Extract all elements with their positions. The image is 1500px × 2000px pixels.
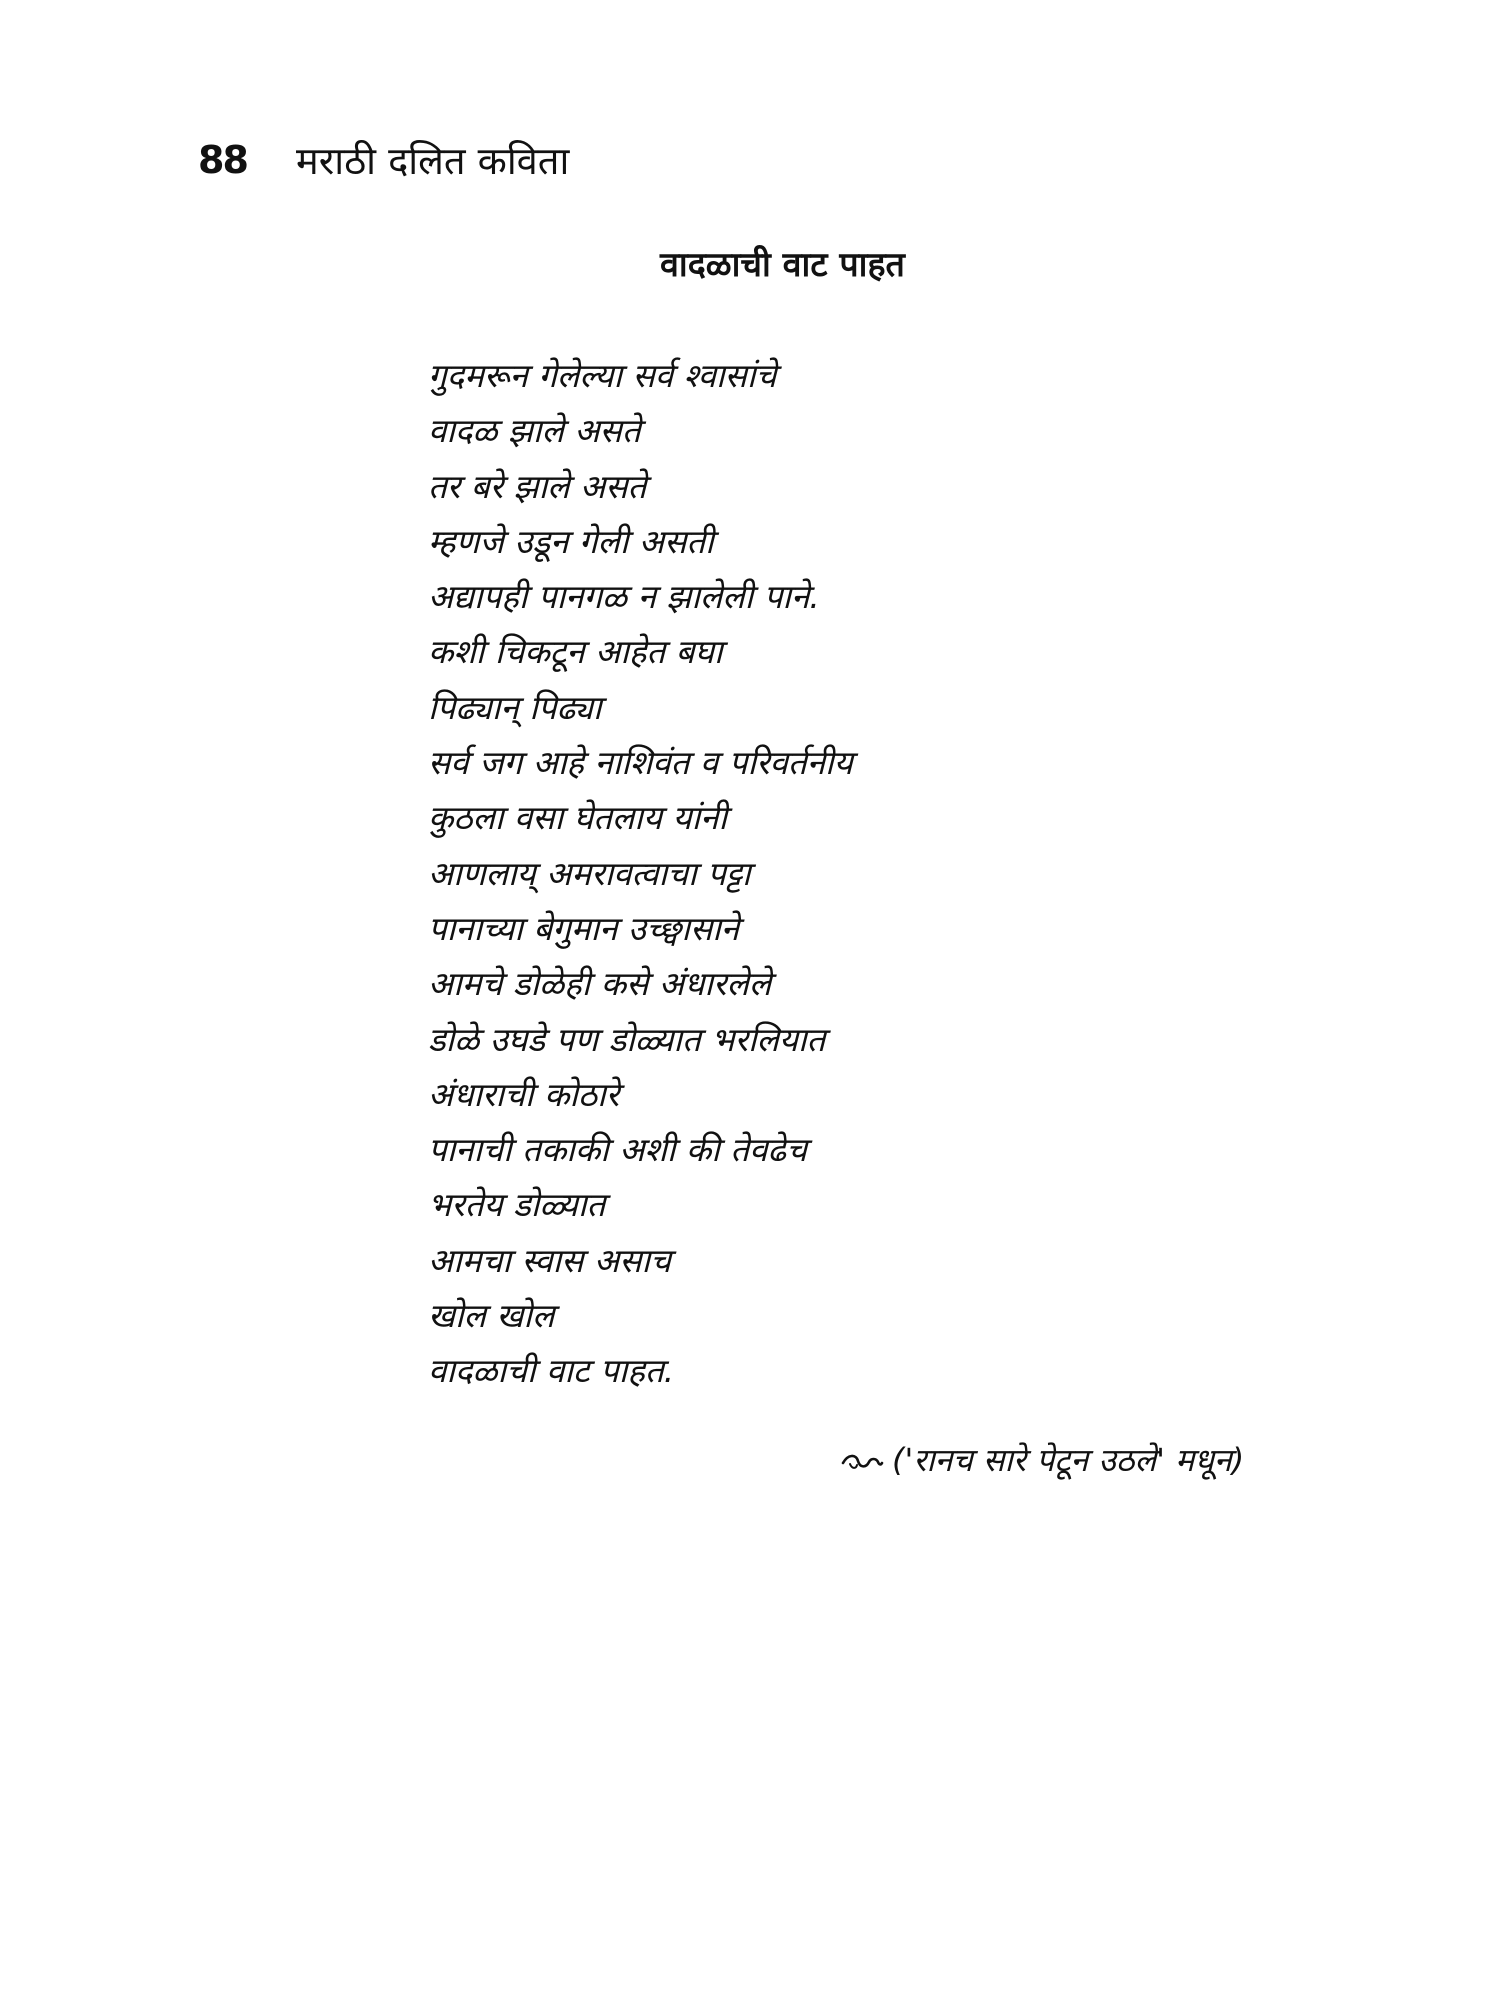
poem-line: पानाच्या बेगुमान उच्छ्वासाने [428,908,740,948]
poem-line: भरतेय डोळ्यात [428,1185,606,1225]
poem-line: अंधाराची कोठारे [428,1074,620,1114]
poem-line: तर बरे झाले असते [428,466,647,506]
poem-line: सर्व जग आहे नाशिवंत व परिवर्तनीय [428,743,853,783]
poem-line: वादळ झाले असते [428,411,641,451]
source-text: ('रानच सारे पेटून उठले' मधून) [892,1441,1245,1479]
poem-line: पिढ्यान् पिढ्या [428,687,602,727]
poem-line: वादळाची वाट पाहत. [428,1351,675,1391]
poem-line: आणलाय् अमरावत्वाचा पट्टा [428,853,751,893]
poem-line: आमचा स्वास असाच [428,1240,672,1280]
book-title: मराठी दलित कविता [296,139,570,183]
page-number: 88 [198,138,247,182]
poem-line: कुठला वसा घेतलाय यांनी [428,798,728,838]
poem-line: डोळे उघडे पण डोळ्यात भरलियात [428,1019,826,1059]
source-note [840,1438,1244,1481]
poem-line: कशी चिकटून आहेत बघा [428,632,723,672]
poem-line: अद्यापही पानगळ न झालेली पाने. [428,577,820,617]
poem-line: म्हणजे उडून गेली असती [428,521,714,561]
poem-title: वादळाची वाट पाहत [660,245,905,285]
poem-line: पानाची तकाकी अशी की तेवढेच [428,1130,807,1170]
poem-line: आमचे डोळेही कसे अंधारलेले [428,964,772,1004]
flourish-icon [840,1446,884,1474]
poem-line: खोल खोल [428,1296,555,1336]
poem-line: गुदमरून गेलेल्या सर्व श्वासांचे [428,356,777,395]
page-header [198,132,569,188]
poem-body [428,348,853,1399]
